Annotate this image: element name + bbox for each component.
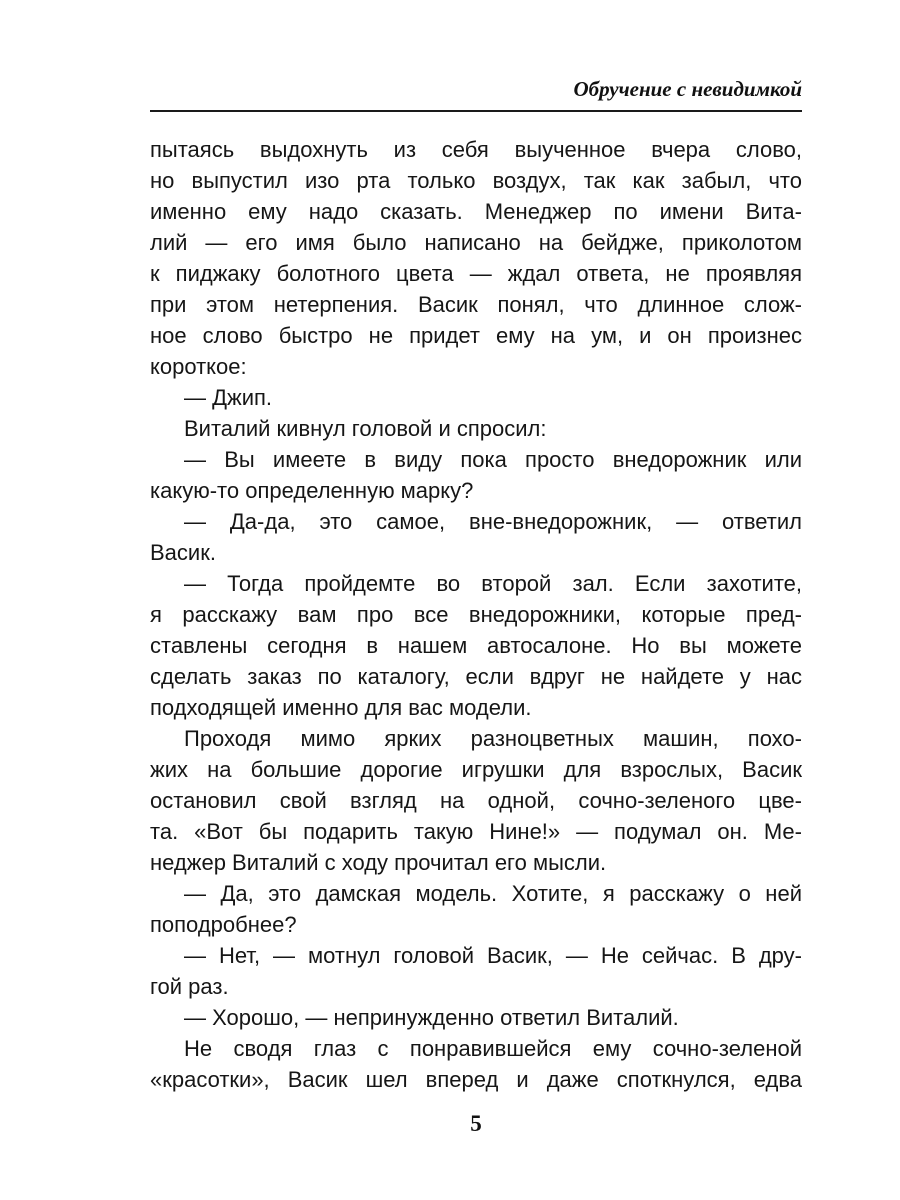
text-line: Виталий кивнул головой и спросил: <box>184 416 547 441</box>
text-line: — Хорошо, — непринужденно ответил Виталий. <box>184 1005 679 1030</box>
text-line: Проходя мимо ярких разноцветных машин, похо- <box>184 726 802 751</box>
paragraph <box>150 506 802 568</box>
text-line: — Вы имеете в виду пока просто внедорожник или <box>184 447 802 472</box>
text-line: гой раз. <box>150 974 229 999</box>
text-line: короткое: <box>150 354 247 379</box>
running-head-title: Обручение с невидимкой <box>573 77 802 101</box>
text-line: та. «Вот бы подарить такую Нине!» — подумал он. Ме- <box>150 819 802 844</box>
text-line: — Нет, — мотнул головой Васик, — Не сейчас. В дру- <box>184 943 802 968</box>
text-line: — Да, это дамская модель. Хотите, я расскажу о ней <box>184 881 802 906</box>
text-line: Васик. <box>150 540 216 565</box>
page-content <box>150 76 802 1137</box>
text-line: какую-то определенную марку? <box>150 478 474 503</box>
text-line: при этом нетерпения. Васик понял, что длинное слож- <box>150 292 802 317</box>
paragraph <box>150 134 802 382</box>
text-line: — Джип. <box>184 385 273 410</box>
text-line: остановил свой взгляд на одной, сочно-зеленого цве- <box>150 788 802 813</box>
text-line: ное слово быстро не придет ему на ум, и он произнес <box>150 323 802 348</box>
paragraph <box>150 413 802 444</box>
text-line: именно ему надо сказать. Менеджер по имени Вита- <box>150 199 802 224</box>
paragraph <box>150 940 802 1002</box>
text-line: — Тогда пройдемте во второй зал. Если захотите, <box>184 571 802 596</box>
paragraph <box>150 444 802 506</box>
text-line: неджер Виталий с ходу прочитал его мысли. <box>150 850 607 875</box>
body-text <box>150 134 802 1095</box>
text-line: ставлены сегодня в нашем автосалоне. Но вы можете <box>150 633 802 658</box>
header-rule <box>150 110 802 112</box>
text-line: к пиджаку болотного цвета — ждал ответа, не проявляя <box>150 261 802 286</box>
paragraph <box>150 878 802 940</box>
text-line: — Да-да, это самое, вне-внедорожник, — ответил <box>184 509 802 534</box>
text-line: жих на большие дорогие игрушки для взрослых, Васик <box>150 757 802 782</box>
text-line: лий — его имя было написано на бейдже, приколотом <box>150 230 802 255</box>
paragraph <box>150 568 802 723</box>
text-line: сделать заказ по каталогу, если вдруг не найдете у нас <box>150 664 802 689</box>
text-line: я расскажу вам про все внедорожники, которые пред- <box>150 602 802 627</box>
paragraph <box>150 1033 802 1095</box>
paragraph <box>150 1002 802 1033</box>
text-line: поподробнее? <box>150 912 297 937</box>
paragraph <box>150 382 802 413</box>
text-line: пытаясь выдохнуть из себя выученное вчера слово, <box>150 137 802 162</box>
text-line: «красотки», Васик шел вперед и даже споткнулся, едва <box>150 1067 802 1092</box>
text-line: подходящей именно для вас модели. <box>150 695 532 720</box>
page-number: 5 <box>470 1111 482 1136</box>
text-line: Не сводя глаз с понравившейся ему сочно-зеленой <box>184 1036 802 1061</box>
paragraph <box>150 723 802 878</box>
text-line: но выпустил изо рта только воздух, так как забыл, что <box>150 168 802 193</box>
